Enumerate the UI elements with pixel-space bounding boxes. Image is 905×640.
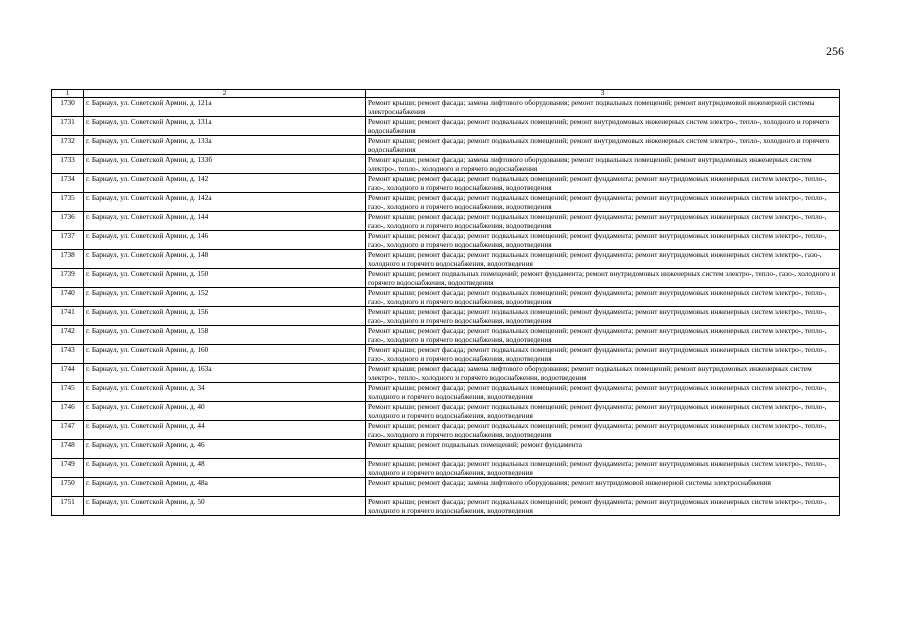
works-cell: Ремонт крыши; ремонт фасада; ремонт подвальных помещений; ремонт внутридомовых инженерных систем электро-, тепло-, холодного и горячего водоснабжения bbox=[366, 117, 840, 136]
row-number-cell: 1730 bbox=[52, 98, 84, 117]
works-cell: Ремонт крыши; ремонт фасада; замена лифтового оборудования; ремонт внутридомовой инженерной системы электроснабжения bbox=[366, 478, 840, 497]
page-number: 256 bbox=[826, 44, 844, 58]
address-cell: г. Барнаул, ул. Советской Армии, д. 40 bbox=[84, 402, 366, 421]
works-cell: Ремонт крыши; ремонт фасада; ремонт подвальных помещений; ремонт фундамента; ремонт внутридомовых инженерных систем электро-, газо-, холодного и горячего водоснабжения, водоотведения bbox=[366, 250, 840, 269]
row-number-cell: 1742 bbox=[52, 326, 84, 345]
row-number-cell: 1749 bbox=[52, 459, 84, 478]
address-cell: г. Барнаул, ул. Советской Армии, д. 148 bbox=[84, 250, 366, 269]
table-row bbox=[52, 98, 840, 117]
works-cell: Ремонт крыши; ремонт фасада; ремонт подвальных помещений; ремонт фундамента; ремонт внутридомовых инженерных систем электро-, тепло-, холодного и горячего водоснабжения, водоотведения bbox=[366, 497, 840, 516]
table-row bbox=[52, 193, 840, 212]
table-row bbox=[52, 174, 840, 193]
row-number-cell: 1746 bbox=[52, 402, 84, 421]
address-cell: г. Барнаул, ул. Советской Армии, д. 133б bbox=[84, 155, 366, 174]
address-cell: г. Барнаул, ул. Советской Армии, д. 150 bbox=[84, 269, 366, 288]
works-cell: Ремонт крыши; ремонт фасада; ремонт подвальных помещений; ремонт фундамента; ремонт внутридомовых инженерных систем электро-, тепло-, холодного и горячего водоснабжения, водоотведения bbox=[366, 383, 840, 402]
row-number-cell: 1733 bbox=[52, 155, 84, 174]
row-number-cell: 1743 bbox=[52, 345, 84, 364]
address-cell: г. Барнаул, ул. Советской Армии, д. 158 bbox=[84, 326, 366, 345]
column-header-1: 1 bbox=[52, 90, 84, 98]
table-row bbox=[52, 231, 840, 250]
table-row bbox=[52, 117, 840, 136]
row-number-cell: 1751 bbox=[52, 497, 84, 516]
address-cell: г. Барнаул, ул. Советской Армии, д. 121а bbox=[84, 98, 366, 117]
works-cell: Ремонт крыши; ремонт подвальных помещений; ремонт фундамента; ремонт внутридомовых инженерных систем электро-, тепло-, газо-, холодного и горячего водоснабжения, водоотведения bbox=[366, 269, 840, 288]
row-number-cell: 1737 bbox=[52, 231, 84, 250]
address-cell: г. Барнаул, ул. Советской Армии, д. 34 bbox=[84, 383, 366, 402]
address-cell: г. Барнаул, ул. Советской Армии, д. 156 bbox=[84, 307, 366, 326]
table-row bbox=[52, 383, 840, 402]
row-number-cell: 1741 bbox=[52, 307, 84, 326]
address-cell: г. Барнаул, ул. Советской Армии, д. 142а bbox=[84, 193, 366, 212]
column-number-header-row bbox=[52, 90, 840, 98]
table-row bbox=[52, 250, 840, 269]
address-cell: г. Барнаул, ул. Советской Армии, д. 160 bbox=[84, 345, 366, 364]
works-cell: Ремонт крыши; ремонт фасада; ремонт подвальных помещений; ремонт фундамента; ремонт внутридомовых инженерных систем электро-, тепло-, холодного и горячего водоснабжения, водоотведения bbox=[366, 402, 840, 421]
address-cell: г. Барнаул, ул. Советской Армии, д. 163а bbox=[84, 364, 366, 383]
row-number-cell: 1735 bbox=[52, 193, 84, 212]
address-cell: г. Барнаул, ул. Советской Армии, д. 144 bbox=[84, 212, 366, 231]
column-header-2: 2 bbox=[84, 90, 366, 98]
row-number-cell: 1732 bbox=[52, 136, 84, 155]
table-row bbox=[52, 136, 840, 155]
table-body bbox=[52, 90, 840, 516]
works-cell: Ремонт крыши; ремонт фасада; ремонт подвальных помещений; ремонт фундамента; ремонт внутридомовых инженерных систем электро-, тепло-, газо-, холодного и горячего водоснабжения, водоотведения bbox=[366, 174, 840, 193]
works-cell: Ремонт крыши; ремонт фасада; ремонт подвальных помещений; ремонт фундамента; ремонт внутридомовых инженерных систем электро-, тепло-, газо-, холодного и горячего водоснабжения, водоотведения bbox=[366, 421, 840, 440]
address-cell: г. Барнаул, ул. Советской Армии, д. 133а bbox=[84, 136, 366, 155]
works-cell: Ремонт крыши; ремонт фасада; ремонт подвальных помещений; ремонт фундамента; ремонт внутридомовых инженерных систем электро-, тепло-, холодного и горячего водоснабжения, водоотведения bbox=[366, 459, 840, 478]
works-cell: Ремонт крыши; ремонт фасада; ремонт подвальных помещений; ремонт фундамента; ремонт внутридомовых инженерных систем электро-, тепло-, газо-, холодного и горячего водоснабжения, водоотведения bbox=[366, 326, 840, 345]
works-cell: Ремонт крыши; ремонт подвальных помещений; ремонт фундамента bbox=[366, 440, 840, 459]
address-cell: г. Барнаул, ул. Советской Армии, д. 131а bbox=[84, 117, 366, 136]
repair-register-table bbox=[51, 89, 840, 516]
table-row bbox=[52, 497, 840, 516]
row-number-cell: 1745 bbox=[52, 383, 84, 402]
address-cell: г. Барнаул, ул. Советской Армии, д. 48а bbox=[84, 478, 366, 497]
column-header-3: 3 bbox=[366, 90, 840, 98]
address-cell: г. Барнаул, ул. Советской Армии, д. 46 bbox=[84, 440, 366, 459]
row-number-cell: 1739 bbox=[52, 269, 84, 288]
row-number-cell: 1738 bbox=[52, 250, 84, 269]
works-cell: Ремонт крыши; ремонт фасада; ремонт подвальных помещений; ремонт фундамента; ремонт внутридомовых инженерных систем электро-, тепло-, газо-, холодного и горячего водоснабжения, водоотведения bbox=[366, 212, 840, 231]
address-cell: г. Барнаул, ул. Советской Армии, д. 142 bbox=[84, 174, 366, 193]
row-number-cell: 1740 bbox=[52, 288, 84, 307]
works-cell: Ремонт крыши; ремонт фасада; ремонт подвальных помещений; ремонт внутридомовых инженерных систем электро-, тепло-, холодного и горячего водоснабжения bbox=[366, 136, 840, 155]
table-row bbox=[52, 478, 840, 497]
table-row bbox=[52, 212, 840, 231]
table-row bbox=[52, 326, 840, 345]
address-cell: г. Барнаул, ул. Советской Армии, д. 146 bbox=[84, 231, 366, 250]
table-row bbox=[52, 402, 840, 421]
works-cell: Ремонт крыши; ремонт фасада; замена лифтового оборудования; ремонт подвальных помещений; ремонт внутридомовых инженерных систем электро-, тепло-, холодного и горячего водоснабжения, водоотведения bbox=[366, 364, 840, 383]
address-cell: г. Барнаул, ул. Советской Армии, д. 152 bbox=[84, 288, 366, 307]
row-number-cell: 1750 bbox=[52, 478, 84, 497]
address-cell: г. Барнаул, ул. Советской Армии, д. 48 bbox=[84, 459, 366, 478]
works-cell: Ремонт крыши; ремонт фасада; ремонт подвальных помещений; ремонт фундамента; ремонт внутридомовых инженерных систем электро-, тепло-, газо-, холодного и горячего водоснабжения, водоотведения bbox=[366, 193, 840, 212]
works-cell: Ремонт крыши; ремонт фасада; ремонт подвальных помещений; ремонт фундамента; ремонт внутридомовых инженерных систем электро-, тепло-, газо-, холодного и горячего водоснабжения, водоотведения bbox=[366, 288, 840, 307]
table-row bbox=[52, 440, 840, 459]
works-cell: Ремонт крыши; ремонт фасада; ремонт подвальных помещений; ремонт фундамента; ремонт внутридомовых инженерных систем электро-, тепло-, газо-, холодного и горячего водоснабжения, водоотведения bbox=[366, 345, 840, 364]
works-cell: Ремонт крыши; ремонт фасада; замена лифтового оборудования; ремонт подвальных помещений; ремонт внутридомовой инженерной системы электроснабжения bbox=[366, 98, 840, 117]
works-cell: Ремонт крыши; ремонт фасада; замена лифтового оборудования; ремонт подвальных помещений; ремонт внутридомовых инженерных систем электро-, тепло-, холодного и горячего водоснабжения bbox=[366, 155, 840, 174]
row-number-cell: 1744 bbox=[52, 364, 84, 383]
table-row bbox=[52, 307, 840, 326]
table-row bbox=[52, 364, 840, 383]
works-cell: Ремонт крыши; ремонт фасада; ремонт подвальных помещений; ремонт фундамента; ремонт внутридомовых инженерных систем электро-, тепло-, газо-, холодного и горячего водоснабжения, водоотведения bbox=[366, 307, 840, 326]
table-row bbox=[52, 459, 840, 478]
table-row bbox=[52, 155, 840, 174]
row-number-cell: 1734 bbox=[52, 174, 84, 193]
table-row bbox=[52, 269, 840, 288]
table-row bbox=[52, 345, 840, 364]
row-number-cell: 1747 bbox=[52, 421, 84, 440]
row-number-cell: 1736 bbox=[52, 212, 84, 231]
table-row bbox=[52, 288, 840, 307]
address-cell: г. Барнаул, ул. Советской Армии, д. 44 bbox=[84, 421, 366, 440]
row-number-cell: 1748 bbox=[52, 440, 84, 459]
table-row bbox=[52, 421, 840, 440]
works-cell: Ремонт крыши; ремонт фасада; ремонт подвальных помещений; ремонт фундамента; ремонт внутридомовых инженерных систем электро-, тепло-, газо-, холодного и горячего водоснабжения, водоотведения bbox=[366, 231, 840, 250]
row-number-cell: 1731 bbox=[52, 117, 84, 136]
address-cell: г. Барнаул, ул. Советской Армии, д. 50 bbox=[84, 497, 366, 516]
